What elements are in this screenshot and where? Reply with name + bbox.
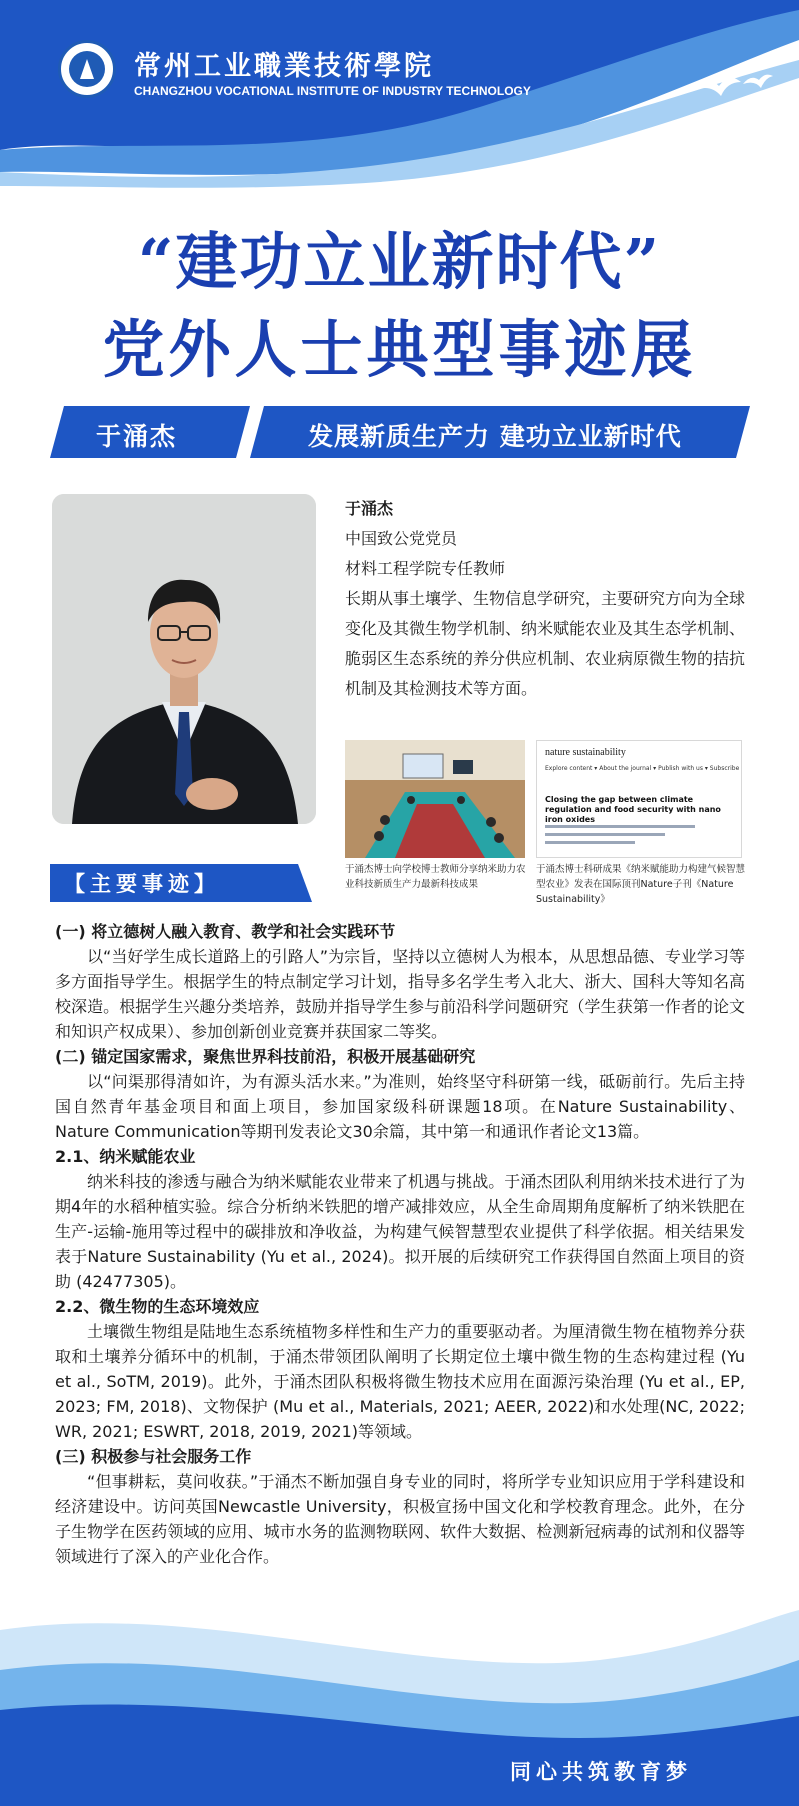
text-placeholder-line [545, 825, 695, 828]
heading-2: (二) 锚定国家需求，聚焦世界科技前沿，积极开展基础研究 [55, 1047, 476, 1066]
paragraph-1: 以“当好学生成长道路上的引路人”为宗旨，坚持以立德树人为根本，从思想品德、专业学习等多方面指导学生。根据学生的特点制定学习计划，指导多名学生考入北大、浙大、国科大等知名高校深造。根据学生兴趣分类培养，鼓励并指导学生参与前沿科学问题研究（学生获第一作者的论文和知识产权成果）、参加创新创业竞赛并获国家二等奖。 [55, 947, 745, 1041]
school-name-chinese: 常州工业職業技術學院 [134, 51, 434, 82]
school-logo [58, 40, 116, 98]
main-title-line1: “建功立业新时代” [137, 225, 662, 298]
footer-slogan: 同心共筑教育梦 [510, 1759, 692, 1784]
paragraph-2-2: 土壤微生物组是陆地生态系统植物多样性和生产力的重要驱动者。为厘清微生物在植物养分获取和土壤养分循环中的机制，于涌杰带领团队阐明了长期定位土壤中微生物的生态构建过程 (Yu et al., SoTM, 2019)。此外，于涌杰团队积极将微生物技术应用在面源污染治理 (Yu et al., EP, 2023; FM, 2018)、文物保护 (Mu et al., Materials, 2021; AEER, 2022)和水处理(NC, 2022; WR, 2021; ESWRT, 2018, 2019, 2021)等领域。 [55, 1322, 745, 1441]
paragraph-2-1: 纳米科技的渗透与融合为纳米赋能农业带来了机遇与挑战。于涌杰团队利用纳米技术进行了为期4年的水稻种植实验。综合分析纳米铁肥的增产减排效应，从全生命周期角度解析了纳米铁肥在生产-运输-施用等过程中的碳排放和净收益，为构建气候智慧型农业提供了科学依据。相关结果发表于Nature Sustainability (Yu et al., 2024)。拟开展的后续研究工作获得国自然面上项目的资助 (42477305)。 [55, 1172, 745, 1291]
portrait-photo [52, 494, 316, 824]
heading-3: (三) 积极参与社会服务工作 [55, 1447, 252, 1466]
heading-2-2: 2.2、微生物的生态环境效应 [55, 1297, 260, 1316]
text-placeholder-line [545, 833, 665, 836]
photo-caption-1: 于涌杰博士向学校博士教师分享纳米助力农业科技新质生产力最新科技成果 [345, 864, 526, 890]
meeting-photo [345, 740, 525, 858]
bio-position: 材料工程学院专任教师 [345, 559, 506, 578]
name-slogan-banner [50, 406, 750, 458]
bio-block [345, 494, 755, 704]
paragraph-2: 以“问渠那得清如许，为有源头活水来。”为准则，始终坚守科研第一线，砥砺前行。先后主持国自然青年基金项目和面上项目，参加国家级科研课题18项。在Nature Sustainability、Nature Communication等期刊发表论文30余篇，其中第一和通讯作者论文13篇。 [55, 1072, 745, 1141]
section-tag [50, 864, 312, 902]
school-name-english: CHANGZHOU VOCATIONAL INSTITUTE OF INDUSTRY TECHNOLOGY [134, 84, 531, 98]
main-content [55, 919, 745, 1569]
heading-2-1: 2.1、纳米赋能农业 [55, 1147, 196, 1166]
photo-caption-2: 于涌杰博士科研成果《纳米赋能助力构建气候智慧型农业》发表在国际顶刊Nature子刊《Nature Sustainability》 [536, 864, 746, 905]
journal-name: nature sustainability [545, 747, 626, 758]
banner-name: 于涌杰 [96, 422, 178, 451]
banner-slogan: 发展新质生产力 建功立业新时代 [308, 422, 682, 451]
birds-icon [685, 60, 785, 120]
section-tag-label: 【主要事迹】 [64, 872, 220, 896]
journal-nav: Explore content ▾ About the journal ▾ Publish with us ▾ Subscribe [545, 765, 740, 772]
journal-screenshot [536, 740, 742, 858]
bio-research: 长期从事土壤学、生物信息学研究，主要研究方向为全球变化及其微生物学机制、纳米赋能农业及其生态学机制、脆弱区生态系统的养分供应机制、农业病原微生物的拮抗机制及其检测技术等方面。 [345, 589, 746, 698]
main-title-line2: 党外人士典型事迹展 [102, 313, 697, 386]
paragraph-3: “但事耕耘，莫问收获。”于涌杰不断加强自身专业的同时，将所学专业知识应用于学科建设和经济建设中。访问英国Newcastle University，积极宣扬中国文化和学校教育理念。此外，在分子生物学在医药领域的应用、城市水务的监测物联网、软件大数据、检测新冠病毒的试剂和仪器等领域进行了深入的产业化合作。 [55, 1472, 745, 1566]
bio-party: 中国致公党党员 [345, 529, 458, 548]
heading-1: (一) 将立德树人融入教育、教学和社会实践环节 [55, 922, 396, 941]
bio-name: 于涌杰 [345, 499, 394, 518]
text-placeholder-line [545, 841, 635, 844]
article-title: Closing the gap between climate regulation and food security with nano iron oxides [545, 795, 721, 824]
